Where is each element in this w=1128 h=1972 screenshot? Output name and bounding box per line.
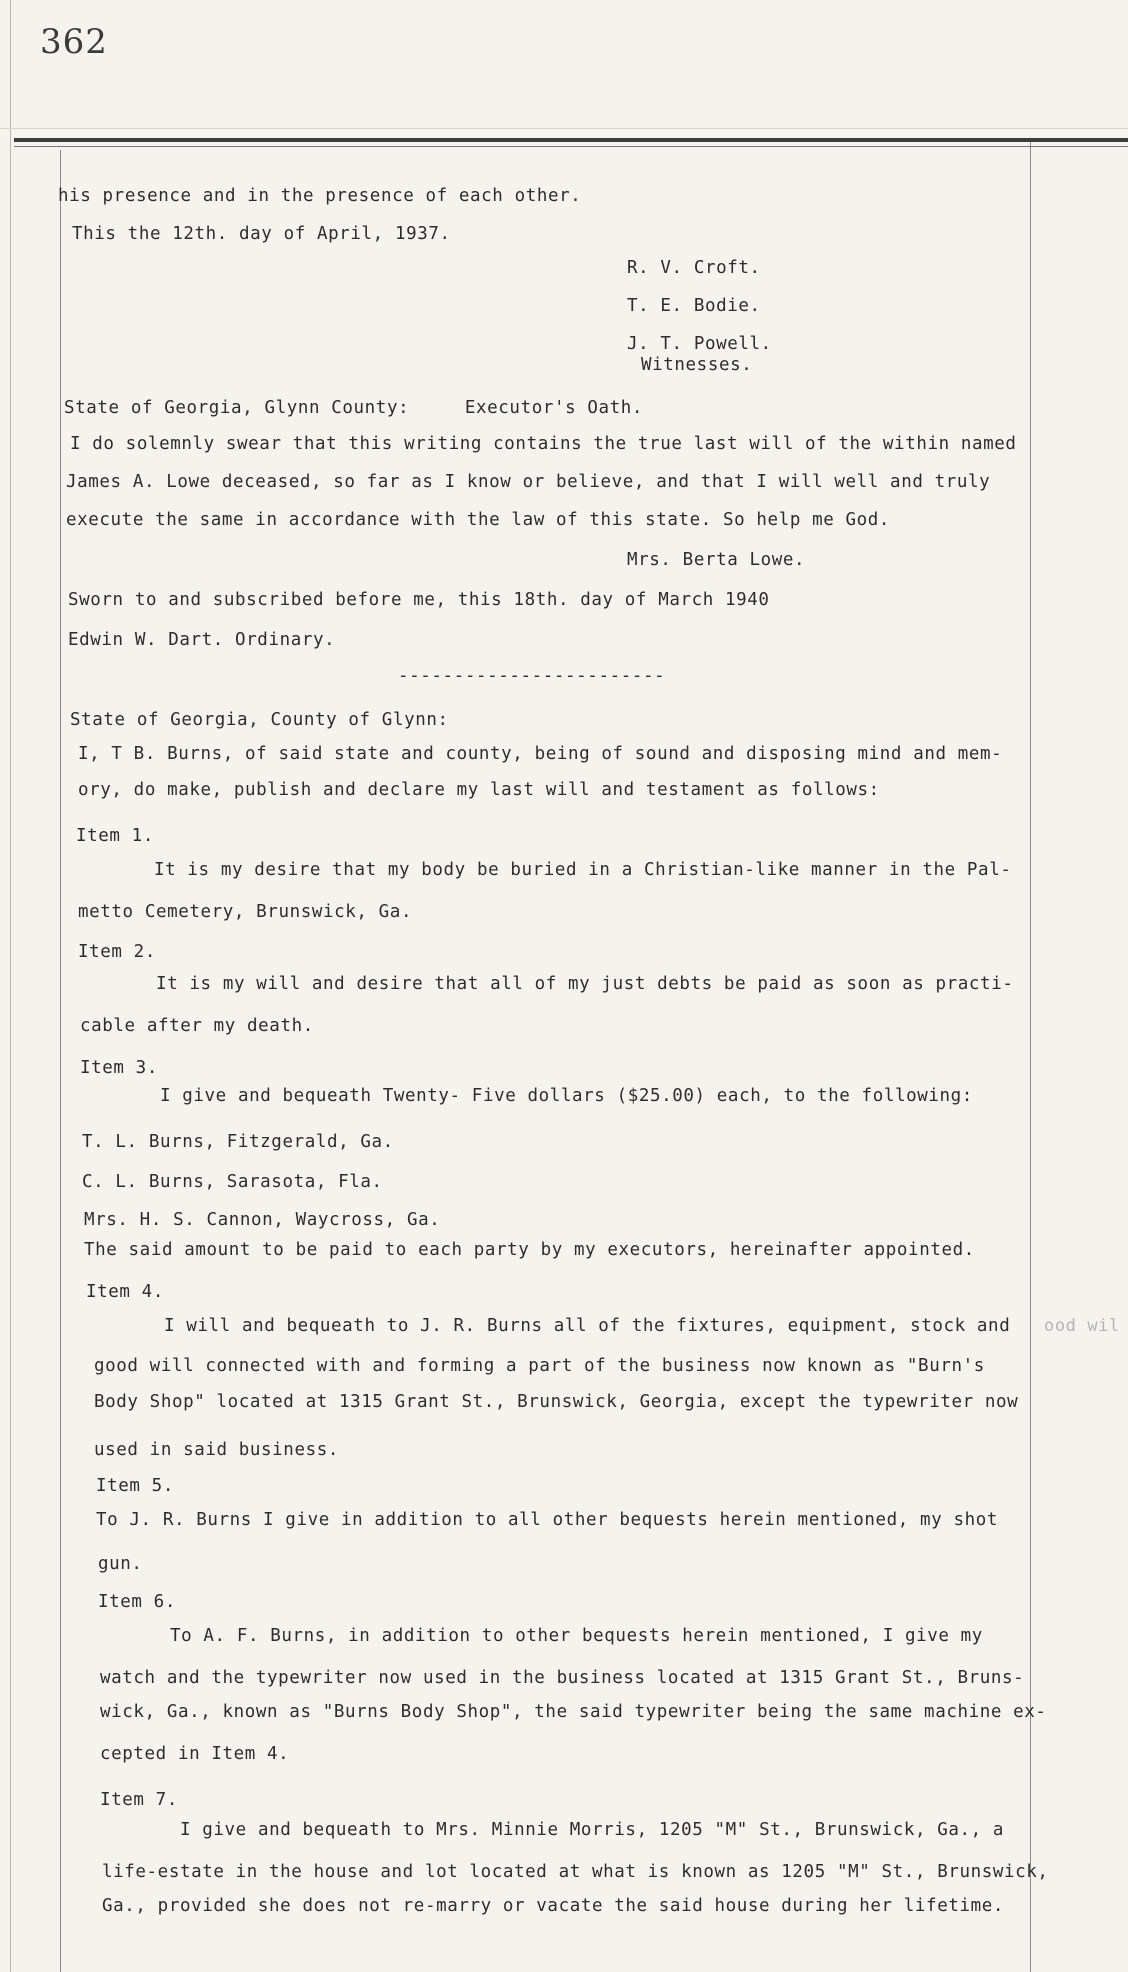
text-line: I give and bequeath Twenty- Five dollars ($25.00) each, to the following: [160, 1086, 973, 1106]
text-line: good will connected with and forming a part of the business now known as "Burn's [94, 1356, 985, 1376]
text-line: Edwin W. Dart. Ordinary. [68, 630, 336, 650]
text-line: used in said business. [94, 1440, 339, 1460]
page-number: 362 [40, 22, 108, 62]
right-margin-line [1030, 142, 1031, 1972]
text-line: This the 12th. day of April, 1937. [72, 224, 451, 244]
text-line: execute the same in accordance with the law of this state. So help me God. [66, 510, 891, 530]
text-line: life-estate in the house and lot located at what is known as 1205 "M" St., Brunswick, [102, 1862, 1049, 1882]
text-line: cepted in Item 4. [100, 1744, 290, 1764]
text-line: watch and the typewriter now used in the business located at 1315 Grant St., Bruns- [100, 1668, 1025, 1688]
text-line: To J. R. Burns I give in addition to all other bequests herein mentioned, my shot [96, 1510, 999, 1530]
text-line: metto Cemetery, Brunswick, Ga. [78, 902, 413, 922]
text-line: It is my will and desire that all of my just debts be paid as soon as practi- [156, 974, 1014, 994]
text-line: I will and bequeath to J. R. Burns all of the fixtures, equipment, stock and [164, 1316, 1011, 1336]
section-separator: ------------------------ [398, 666, 666, 686]
header-rule-thin [14, 146, 1128, 147]
text-line: gun. [98, 1554, 143, 1574]
text-line: To A. F. Burns, in addition to other bequests herein mentioned, I give my [170, 1626, 983, 1646]
will-heading: State of Georgia, County of Glynn: [70, 710, 449, 730]
left-margin-line [60, 150, 61, 1972]
bleed-through-text: ood wil [1044, 1316, 1120, 1336]
item-heading: Item 1. [76, 826, 154, 846]
text-line: ory, do make, publish and declare my last will and testament as follows: [78, 780, 880, 800]
text-line: It is my desire that my body be buried in a Christian-like manner in the Pal- [154, 860, 1012, 880]
witness-name: R. V. Croft. [627, 258, 761, 278]
page-edge-line [10, 0, 11, 1972]
item-heading: Item 3. [80, 1058, 158, 1078]
text-line: his presence and in the presence of each other. [58, 186, 582, 206]
oath-heading: State of Georgia, Glynn County: Executor's Oath. [64, 398, 644, 418]
header-rule-thick [14, 138, 1128, 142]
text-line: I do solemnly swear that this writing contains the true last will of the within named [70, 434, 1017, 454]
text-line: wick, Ga., known as "Burns Body Shop", the said typewriter being the same machine ex- [100, 1702, 1047, 1722]
item-heading: Item 5. [96, 1476, 174, 1496]
witness-name: J. T. Powell. [627, 334, 772, 354]
text-line: James A. Lowe deceased, so far as I know or believe, and that I will well and truly [66, 472, 991, 492]
item-heading: Item 7. [100, 1790, 178, 1810]
witness-name: T. E. Bodie. [627, 296, 761, 316]
text-line: cable after my death. [80, 1016, 314, 1036]
item-heading: Item 4. [86, 1282, 164, 1302]
text-line: T. L. Burns, Fitzgerald, Ga. [82, 1132, 394, 1152]
text-line: Body Shop" located at 1315 Grant St., Brunswick, Georgia, except the typewriter now [94, 1392, 1019, 1412]
text-line: Mrs. H. S. Cannon, Waycross, Ga. [84, 1210, 441, 1230]
text-line: Sworn to and subscribed before me, this 18th. day of March 1940 [68, 590, 770, 610]
text-line: I, T B. Burns, of said state and county, being of sound and disposing mind and mem- [78, 744, 1003, 764]
witnesses-label: Witnesses. [641, 355, 753, 375]
item-heading: Item 2. [78, 942, 156, 962]
item-heading: Item 6. [98, 1592, 176, 1612]
text-line: Ga., provided she does not re-marry or vacate the said house during her lifetime. [102, 1896, 1005, 1916]
text-line: C. L. Burns, Sarasota, Fla. [82, 1172, 383, 1192]
faint-header-rule [0, 128, 1128, 129]
text-line: I give and bequeath to Mrs. Minnie Morris, 1205 "M" St., Brunswick, Ga., a [180, 1820, 1005, 1840]
text-line: The said amount to be paid to each party by my executors, hereinafter appointed. [84, 1240, 975, 1260]
signature-line: Mrs. Berta Lowe. [627, 550, 806, 570]
